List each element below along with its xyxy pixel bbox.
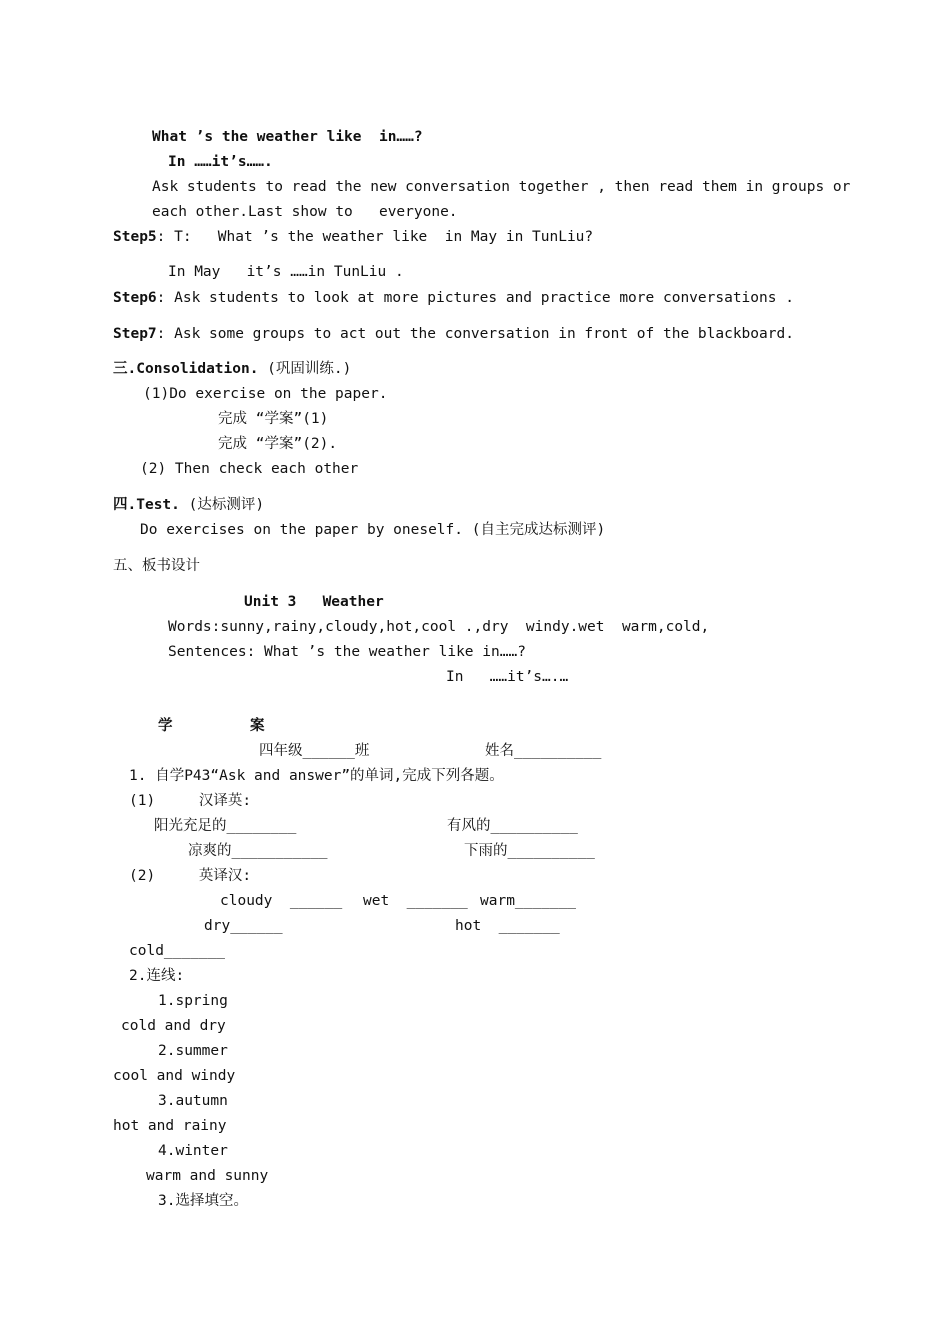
test-note: (达标测评) [179,497,265,513]
instruction-text: Ask students to read the new conversation together , then read them in groups or [152,179,851,195]
match-weather-3: hot and rainy [113,1118,227,1134]
match-weather-1: cold and dry [121,1018,226,1034]
blank-windy: 有风的__________ [447,818,578,834]
board-sentences: Sentences: What ’s the weather like in……? [168,644,526,660]
step6-text: : Ask students to look at more pictures and practice more conversations . [156,290,794,306]
consolidation-heading [113,360,351,378]
exercise-1-intro: 1. 自学P43“Ask and answer”的单词,完成下列各题。 [129,768,504,784]
step7-label: Step7 [113,326,157,342]
step6-label: Step6 [113,290,157,306]
test-heading [113,496,264,514]
consolidation-sub-1: 完成 “学案”(1) [218,411,329,427]
exercise-1-part-1: (1) 汉译英: [129,793,252,809]
step5-answer: In May it’s ……in TunLiu . [168,264,404,280]
consolidation-sub-2: 完成 “学案”(2). [218,436,338,452]
step5-text: : T: What ’s the weather like in May in TunLiu? [156,229,594,245]
match-season-2: 2.summer [158,1043,228,1059]
step7-text: : Ask some groups to act out the conversation in front of the blackboard. [156,326,794,342]
blank-warm: warm_______ [480,893,577,909]
step7-line [113,325,794,343]
sentence-pattern-answer: In ……it’s……. [168,154,273,170]
blank-cloudy: cloudy ______ [220,893,343,909]
consolidation-note: (巩固训练.) [258,361,352,377]
match-season-1: 1.spring [158,993,228,1009]
class-field: 四年级______班 [259,743,370,759]
blank-sunny: 阳光充足的________ [154,818,297,834]
match-weather-2: cool and windy [113,1068,236,1084]
step6-line [113,289,794,307]
exercise-1-part-2: (2) 英译汉: [129,868,252,884]
sentence-pattern-question: What ’s the weather like in……? [152,129,423,145]
instruction-text-cont: each other.Last show to everyone. [152,204,458,220]
blank-cold: cold_______ [129,943,226,959]
board-unit-title: Unit 3 Weather [244,594,384,610]
test-text: Do exercises on the paper by oneself. (自主完成达标测评) [140,522,606,538]
blank-dry: dry______ [204,918,283,934]
blank-rainy: 下雨的__________ [464,843,595,859]
match-season-3: 3.autumn [158,1093,228,1109]
consolidation-item-2: (2) Then check each other [140,461,359,477]
exercise-2-heading: 2.连线: [129,968,185,984]
test-title: 四.Test. [113,497,180,513]
match-season-4: 4.winter [158,1143,228,1159]
board-words: Words:sunny,rainy,cloudy,hot,cool .,dry windy.wet warm,cold, [168,619,710,635]
worksheet-title-char-2: 案 [250,718,265,734]
name-field: 姓名__________ [485,743,602,759]
consolidation-title: 三.Consolidation. [113,361,259,377]
blank-hot: hot _______ [455,918,560,934]
exercise-3-heading: 3.选择填空。 [158,1193,248,1209]
step5-line [113,228,593,246]
consolidation-item-1: (1)Do exercise on the paper. [143,386,388,402]
worksheet-title-char-1: 学 [158,718,173,734]
board-sentence-answer: In ……it’s….… [446,669,569,685]
match-weather-4: warm and sunny [146,1168,269,1184]
step5-label: Step5 [113,229,157,245]
blank-cool: 凉爽的___________ [188,843,328,859]
blank-wet: wet _______ [363,893,468,909]
board-design-heading: 五、板书设计 [113,558,200,574]
